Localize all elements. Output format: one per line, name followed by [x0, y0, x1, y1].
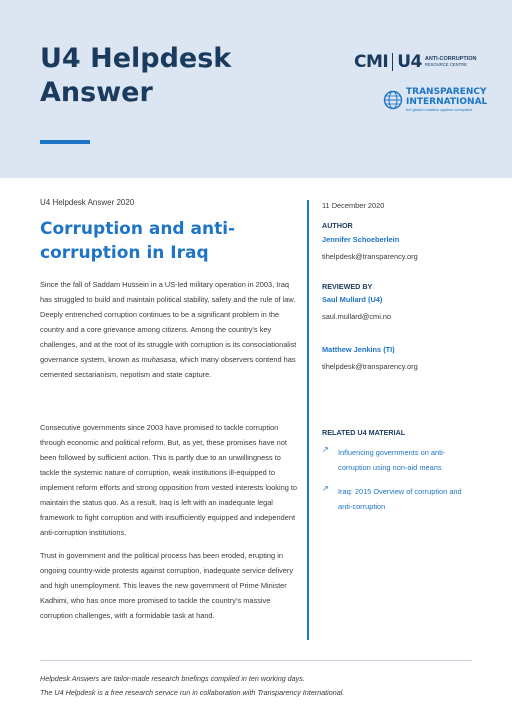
- column-divider: [307, 200, 309, 640]
- document-title: [40, 217, 298, 265]
- footer-line-2: The U4 Helpdesk is a free research service run in collaboration with Transparency International.: [40, 688, 345, 697]
- series-label: U4 Helpdesk Answer 2020: [40, 198, 135, 207]
- ti-logo-line1: TRANSPARENCY: [406, 87, 487, 97]
- u4-logo-subtitle: [425, 56, 477, 68]
- page-title: [40, 42, 231, 110]
- document-heading: [40, 198, 298, 265]
- u4-logo-sub1: ANTI-CORRUPTION: [424, 56, 477, 62]
- transparency-international-logo: [383, 88, 487, 112]
- author-label: AUTHOR: [322, 221, 353, 230]
- related-link-2-text[interactable]: Iraq: 2015 Overview of corruption and anti-corruption: [338, 487, 462, 511]
- title-underline: [40, 140, 90, 144]
- logo-divider: [392, 53, 393, 71]
- related-link-1-text[interactable]: Influencing governments on anti-corruption using non-aid means: [338, 448, 446, 472]
- ti-logo-tagline: the global coalition against corruption: [406, 107, 473, 112]
- paragraph-1-text-a: Since the fall of Saddam Hussein in a US-led military operation in 2003, Iraq has struggled to build and maintain political stability, safety and the rule of law. Deeply entrenched corruption continues to be a significant problem in the country and a core grievance among citizens. Among the country’s key challenges, and at the root of its struggle with corruption is its consociationalist governance system, known as: [40, 280, 297, 364]
- footer-divider: [40, 660, 472, 661]
- ti-logo-words: [406, 88, 487, 112]
- footer-note: [40, 672, 480, 700]
- cmi-logo-text: CMI: [354, 52, 389, 72]
- author-name: Jennifer Schoeberlein: [322, 235, 400, 244]
- document-title-line2: corruption in Iraq: [40, 243, 209, 263]
- summary-paragraph-3: Trust in government and the political process has been eroded, erupting in ongoing country-wide protests against corruption, inadequate service delivery and high unemployment. This leaves the new government of Prime Minister Kadhimi, who has once more promised to tackle the country’s massive corruption challenges, with a formidable task at hand.: [40, 551, 294, 620]
- muhasasa-term: muhasasa: [141, 355, 176, 364]
- reviewed-by-label: REVIEWED BY: [322, 282, 373, 291]
- related-material-label: RELATED U4 MATERIAL: [322, 428, 406, 437]
- reviewer-2-name: Matthew Jenkins (TI): [322, 345, 395, 354]
- page-title-line2: Answer: [40, 77, 153, 108]
- summary-paragraph-1: [40, 277, 298, 382]
- publication-date: 11 December 2020: [322, 201, 385, 210]
- footer-line-1: Helpdesk Answers are tailor-made research briefings compiled in ten working days.: [40, 674, 305, 683]
- paragraph-1-text-b: , which many observers contend has cemented sectarianism, nepotism and state capture.: [40, 355, 296, 379]
- page-title-line1: U4 Helpdesk: [40, 43, 232, 74]
- document-title-line1: Corruption and anti-: [40, 219, 236, 239]
- summary-paragraph-2: Consecutive governments since 2003 have promised to tackle corruption through economic and political reform. But, as yet, these promises have not been followed by sufficient action. This is partly due to an unwillingness to tackle the systemic nature of corruption, weak institutions ill-equipped to implement reform efforts and strong opposition from vested interests looking to maintain the status quo. As a result, Iraq is left with an inadequate legal framework to fight corruption and with insufficiently equipped and independent anti-corruption institutions.: [40, 423, 298, 537]
- cmi-u4-logo: [354, 52, 477, 72]
- author-email[interactable]: tihelpdesk@transparency.org: [322, 252, 418, 261]
- ti-logo-line2: INTERNATIONAL: [406, 97, 488, 107]
- header-banner: [0, 0, 512, 178]
- reviewer-1-email[interactable]: saul.mullard@cmi.no: [322, 312, 392, 321]
- u4-logo-text: U4: [397, 52, 422, 72]
- reviewer-1-name: Saul Mullard (U4): [322, 295, 383, 304]
- arrow-up-right-icon: ↗: [322, 445, 329, 454]
- reviewer-2-email[interactable]: tihelpdesk@transparency.org: [322, 362, 418, 371]
- globe-icon: [383, 90, 403, 110]
- related-link-1[interactable]: [322, 445, 478, 475]
- related-link-2[interactable]: [322, 484, 478, 514]
- u4-logo-sub2: RESOURCE CENTRE: [424, 62, 467, 67]
- arrow-up-right-icon: ↗: [322, 484, 329, 493]
